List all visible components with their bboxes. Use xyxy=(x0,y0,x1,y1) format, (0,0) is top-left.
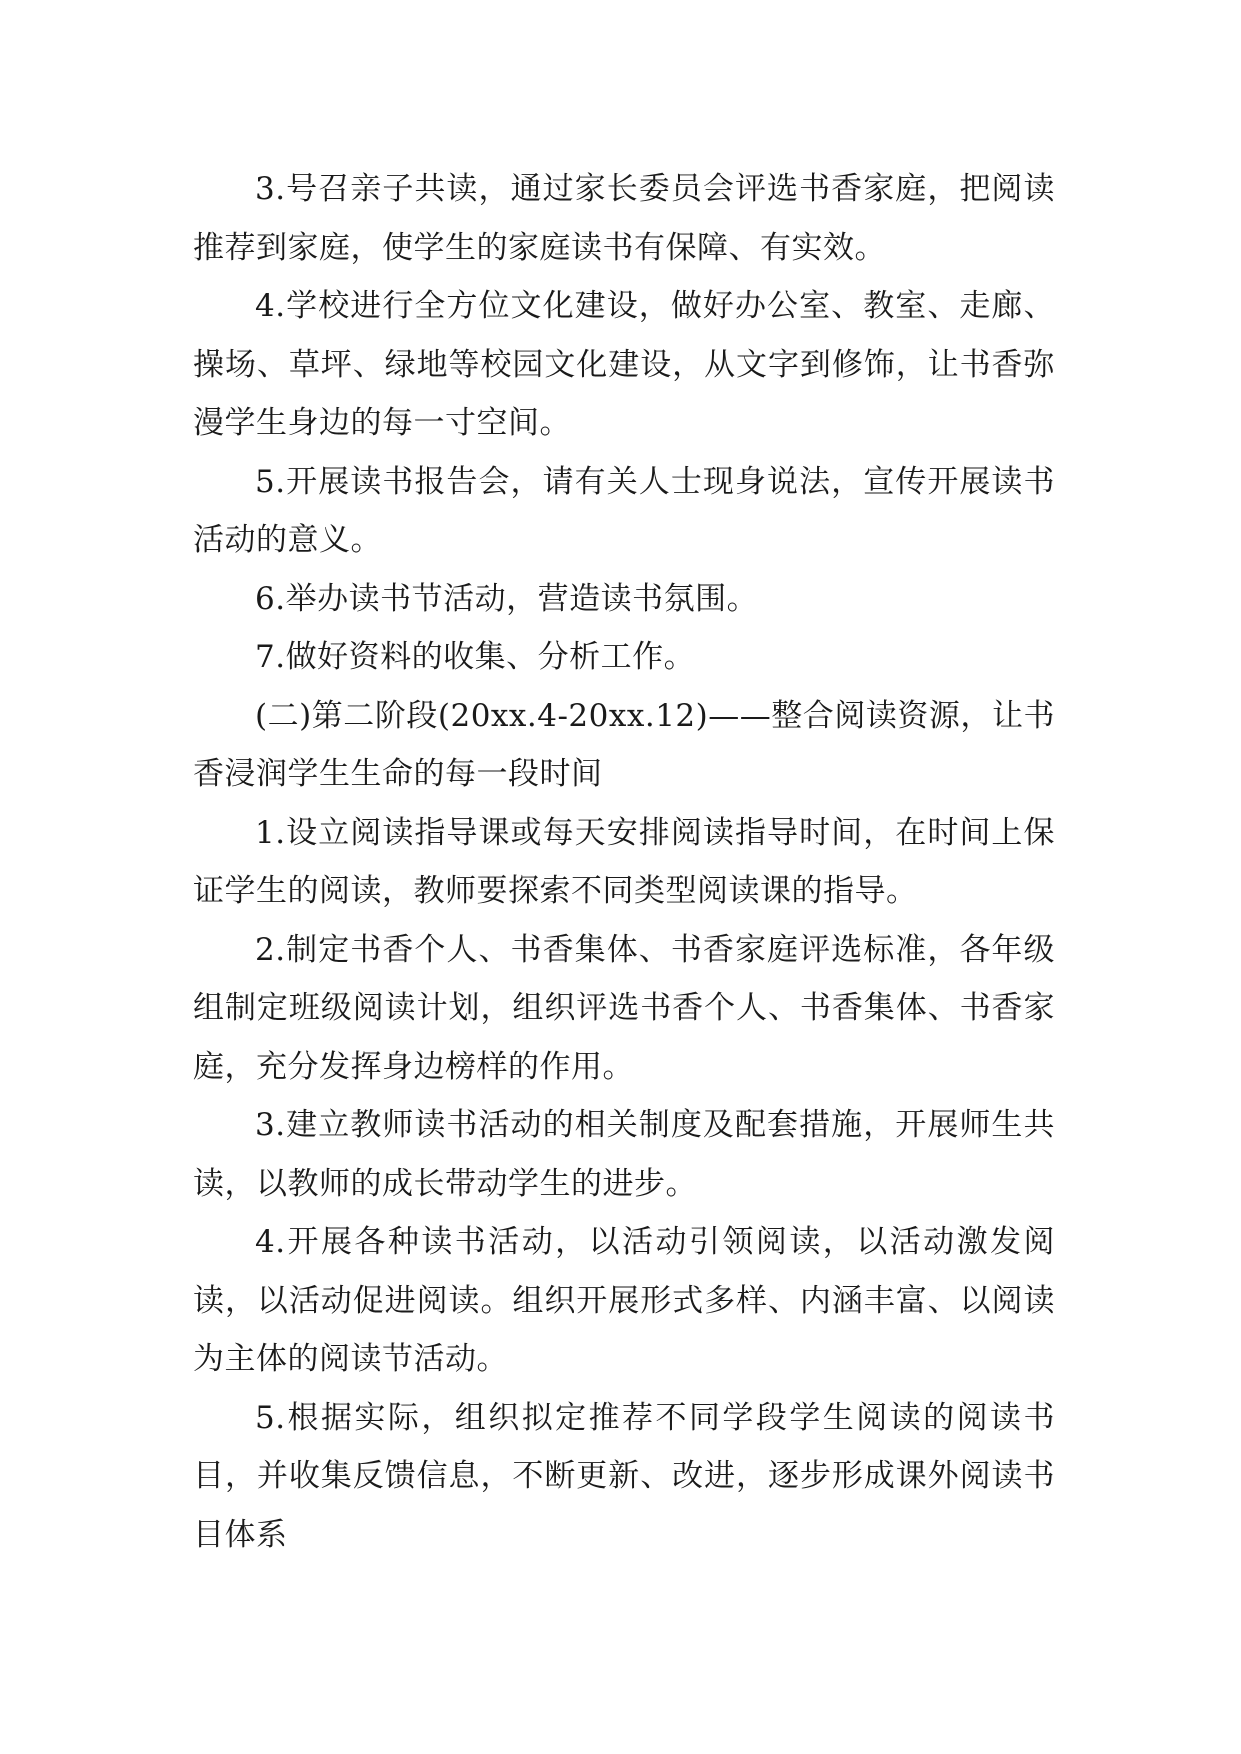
paragraph-7-data-collection: 7.做好资料的收集、分析工作。 xyxy=(255,639,696,675)
paragraph-5-reading-report: 5.开展读书报告会，请有关人士现身说法，宣传开展读书活动的意义。 xyxy=(193,463,1055,558)
paragraph-3-parent-child-reading: 3.号召亲子共读，通过家长委员会评选书香家庭，把阅读推荐到家庭，使学生的家庭读书有保障、有实效。 xyxy=(193,171,1055,266)
paragraph-2-evaluation-standards: 2.制定书香个人、书香集体、书香家庭评选标准，各年级组制定班级阅读计划，组织评选书香个人、书香集体、书香家庭，充分发挥身边榜样的作用。 xyxy=(193,931,1055,1085)
paragraph-4-campus-culture: 4.学校进行全方位文化建设，做好办公室、教室、走廊、操场、草坪、绿地等校园文化建设，从文字到修饰，让书香弥漫学生身边的每一寸空间。 xyxy=(193,288,1055,441)
paragraph-4-reading-activities: 4.开展各种读书活动，以活动引领阅读，以活动激发阅读，以活动促进阅读。组织开展形式多样、内涵丰富、以阅读为主体的阅读节活动。 xyxy=(193,1224,1055,1377)
paragraph-6-reading-festival: 6.举办读书节活动，营造读书氛围。 xyxy=(255,580,759,617)
paragraph-1-reading-guidance: 1.设立阅读指导课或每天安排阅读指导时间，在时间上保证学生的阅读，教师要探索不同类型阅读课的指导。 xyxy=(193,814,1055,909)
paragraph-3-teacher-reading: 3.建立教师读书活动的相关制度及配套措施，开展师生共读，以教师的成长带动学生的进步。 xyxy=(193,1107,1055,1202)
paragraph-5-book-list: 5.根据实际，组织拟定推荐不同学段学生阅读的阅读书目，并收集反馈信息，不断更新、改进，逐步形成课外阅读书目体系 xyxy=(193,1399,1055,1553)
document-body xyxy=(193,160,1055,1564)
section-heading-stage-two: (二)第二阶段(20xx.4-20xx.12)——整合阅读资源，让书香浸润学生生命的每一段时间 xyxy=(193,697,1055,792)
